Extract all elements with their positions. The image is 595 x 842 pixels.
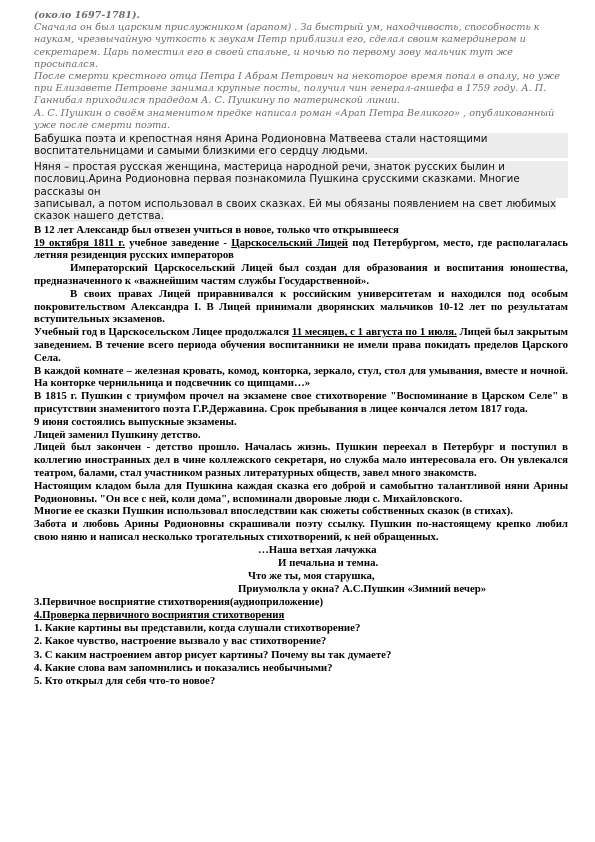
poem-quote [34,544,568,596]
grandmother-paragraph-2: Няня – простая русская женщина, мастерица народной речи, знаток русских былин и пословиц.Арина Родионовна первая познакомила Пушкина срусскими сказками. Многие рассказы он [34,161,568,198]
lyceum-name: Царскосельский Лицей [231,236,348,249]
question-3: 3. С каким настроением автор рисует картины? Почему вы так думаете? [34,648,392,661]
grandmother-paragraph-1: Бабушка поэта и крепостная няня Арина Родионовна Матвеева стали настоящими воспитательницами и самыми близкими его сердцу людьми. [34,133,568,158]
lyceum-paragraph-11: Настоящим кладом была для Пушкина каждая сказка его доброй и самобытно талантливой няни Арины Родионовны. "Он все с ней, коли дома", вспоминали дворовые люди с. Михайловского. [34,479,568,505]
poem-line-3: Что же ты, моя старушка, [248,569,375,582]
lyceum-paragraph-7: В 1815 г. Пушкин с триумфом прочел на экзамене свое стихотворение "Воспоминание в Царском Селе" в присутствии знаменитого поэта Г.Р.Державина. Срок пребывания в лицее кончался летом 1817 года. [34,390,568,416]
lyceum-paragraph-6: В каждой комнате – железная кровать, комод, конторка, зеркало, стул, стол для умывания, вместе и ночной. На конторке чернильница и подсвечник со щипцами…» [34,364,568,390]
years-line: (около 1697-1781). [34,10,140,21]
document-page [34,10,568,688]
question-5: 5. Кто открыл для себя что-то новое? [34,675,216,688]
lyceum-paragraph-9: Лицей заменил Пушкину детство. [34,428,201,441]
lyceum-paragraph-3: Императорский Царскосельский Лицей был создан для образования и воспитания юношества, предназначенного к «важнейшим частям службы Государственной». [34,262,568,288]
lyceum-paragraph-5 [34,326,568,364]
poem-line-4: Приумолкла у окна? А.С.Пушкин «Зимний вечер» [238,582,487,595]
lyceum-paragraph-2 [34,237,568,263]
poem-line-2: И печальна и темна. [278,556,379,569]
lyceum-paragraph-1: В 12 лет Александр был отвезен учиться в новое, только что открывшееся [34,223,399,236]
task-heading-3: 3.Первичное восприятие стихотворения(аудиоприложение) [34,595,324,608]
task-heading-4: 4.Проверка первичного восприятия стихотворения [34,609,285,621]
lyceum-p5-underlined: 11 месяцев, с 1 августа по 1 июля. [291,326,457,339]
lyceum-p2-mid: учебное заведение - [124,236,232,249]
question-2: 2. Какое чувство, настроение вызвало у вас стихотворение? [34,635,327,648]
intro-paragraph-1: Сначала он был царским прислужником (арапом) . За быстрый ум, находчивость, способность к наукам, чрезвычайную чуткость к звукам Петр приблизил его, сделал своим камердинером и секретарем. Царь поместил его в своей спальне, и ночью по первому зову мальчик тут же просыпался. [34,22,540,70]
lyceum-paragraph-10: Лицей был закончен - детство прошло. Началась жизнь. Пушкин переехал в Петербург и поступил в коллегию иностранных дел в чине коллежского секретаря, но служба мало интересовала его. Он увлекался театром, балами, стал участником разных литературных обществ, завел много знакомств. [34,441,568,480]
lyceum-paragraph-4: В своих правах Лицей приравнивался к российским университетам и находился под особым покровительством Александра I. В Лицей принимали дворянских мальчиков 10-12 лет по результатам вступительных экзаменов. [34,287,568,326]
lyceum-p2-rest: под Петербургом, место, где располагалась летняя резиденция русских императоров [34,236,569,262]
lyceum-date: 19 октября 1811 г. [34,236,125,249]
lyceum-paragraph-12: Многие ее сказки Пушкин использовал впоследствии как сюжеты собственных сказок (в стихах). [34,505,513,518]
question-4: 4. Какие слова вам запомнились и показались необычными? [34,661,333,674]
lyceum-p5-b: Лицей был закрытым заведением. В течение всего периода обучения воспитанники не имели права покидать пределов Царского Села. [34,326,569,364]
lyceum-paragraph-8: 9 июня состоялись выпускные экзамены. [34,415,237,428]
lyceum-p5-a: Учебный год в Царскосельском Лицее продолжался [34,326,292,339]
grandmother-paragraph-3-text: записывал, а потом использовал в своих сказках. Ей мы обязаны появлением на свет любимых сказок нашего детства. [34,198,557,223]
lyceum-paragraph-13: Забота и любовь Арины Родионовны скрашивали поэту ссылку. Пушкин по-настоящему крепко любил свою няню и написал несколько трогательных стихотворений, к ней обращенных. [34,518,568,543]
poem-line-1: …Наша ветхая лачужка [258,543,377,556]
intro-paragraph-2: После смерти крестного отца Петра I Абрам Петрович на некоторое время попал в опалу, но уже при Елизавете Петровне занимал крупные посты, получил чин генерал-аншефа в 1759 году. А. П. Ганнибал приходился прадедом А. С. Пушкину по материнской линии. [34,71,560,107]
intro-paragraph-3: А. С. Пушкин о своём знаменитом предке написал роман «Арап Петра Великого» , опубликованный уже после смерти поэта. [34,107,555,131]
question-1: 1. Какие картины вы представили, когда слушали стихотворение? [34,622,361,635]
grandmother-paragraph-3 [34,198,568,223]
